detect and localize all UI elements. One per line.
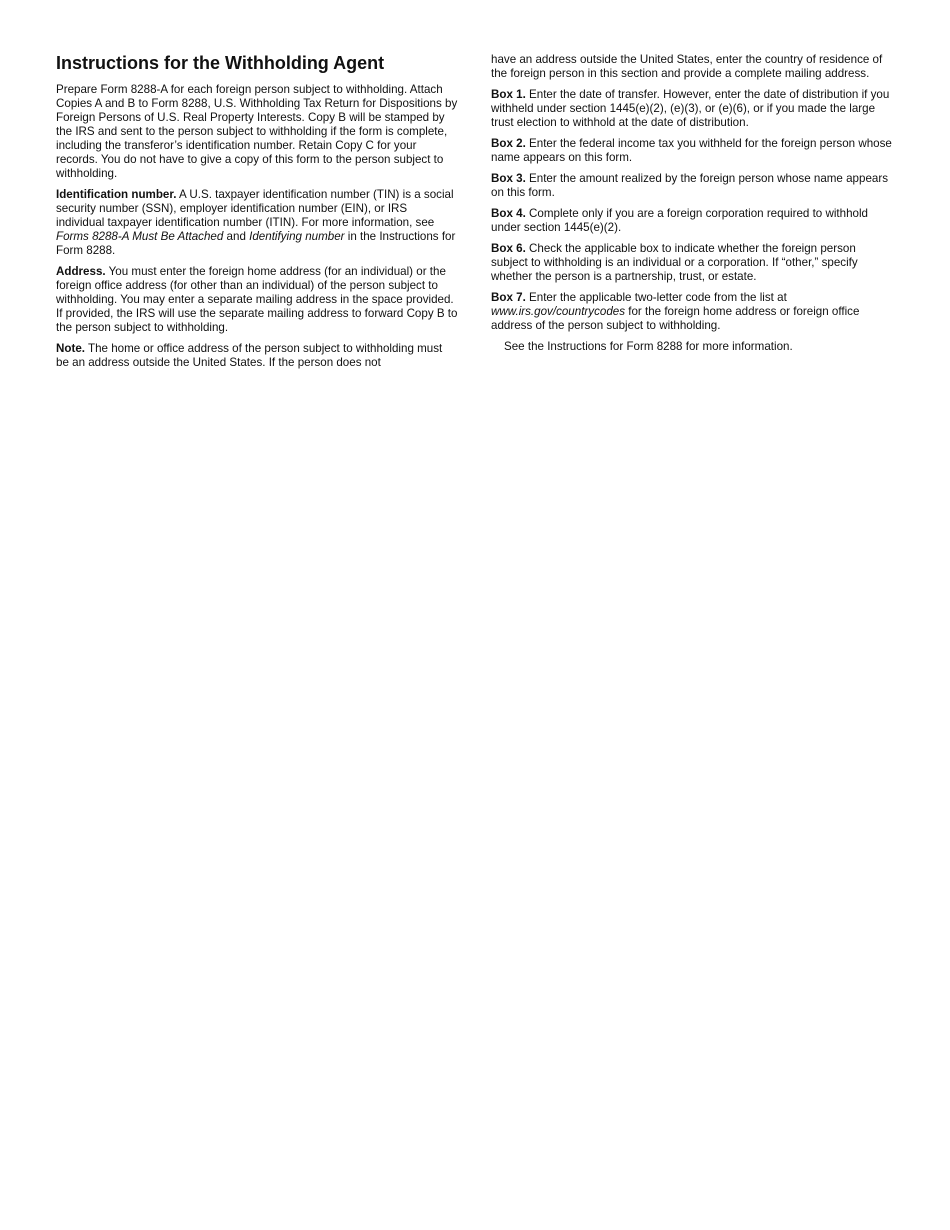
identification-number-label: Identification number.	[56, 188, 177, 201]
left-column	[56, 52, 458, 377]
address-label: Address.	[56, 265, 106, 278]
box-4-paragraph	[491, 207, 895, 235]
see-more-paragraph: See the Instructions for Form 8288 for more information.	[504, 340, 793, 353]
box-3-label: Box 3.	[491, 172, 526, 185]
box-4-label: Box 4.	[491, 207, 526, 220]
note-text: The home or office address of the person subject to withholding must be an address outside the United States. If the person does not	[56, 342, 443, 369]
box-2-text: Enter the federal income tax you withheld for the foreign person whose name appears on this form.	[491, 137, 892, 164]
address-text: You must enter the foreign home address (for an individual) or the foreign office address (for other than an individual) of the person subject to withholding. You may enter a separate mailing address in the space provided. If provided, the IRS will use the separate mailing address to forward Copy B to the person subject to withholding.	[56, 265, 458, 334]
page-title: Instructions for the Withholding Agent	[56, 53, 385, 73]
country-codes-link[interactable]: www.irs.gov/countrycodes	[491, 305, 626, 318]
box-2-label: Box 2.	[491, 137, 526, 150]
identification-number-text-1: A U.S. taxpayer identification number (TIN) is a social security number (SSN), employer identification number (EIN), or IRS individual taxpayer identification number (ITIN). For more information, see	[56, 188, 454, 229]
box-7-text-2: for the foreign home address or foreign office address of the person subject to withholding.	[491, 305, 860, 332]
identification-number-paragraph	[56, 188, 458, 258]
box-7-text-1: Enter the applicable two-letter code from the list at	[525, 291, 787, 304]
box-6-paragraph	[491, 242, 895, 284]
box-2-paragraph	[491, 137, 895, 165]
box-3-text: Enter the amount realized by the foreign person whose name appears on this form.	[491, 172, 888, 199]
identification-number-text-3: in the Instructions for Form 8288.	[56, 230, 456, 257]
intro-paragraph: Prepare Form 8288-A for each foreign person subject to withholding. Attach Copies A and B to Form 8288, U.S. Withholding Tax Return for Dispositions by Foreign Persons of U.S. Real Property Interests. Copy B will be stamped by the IRS and sent to the person subject to withholding if the form is complete, including the transferor’s identification number. Retain Copy C for your records. You do not have to give a copy of this form to the person subject to withholding.	[56, 83, 458, 180]
box-7-label: Box 7.	[491, 291, 526, 304]
identification-number-ref-2: Identifying number	[249, 230, 345, 243]
box-1-label: Box 1.	[491, 88, 526, 101]
box-1-paragraph	[491, 88, 895, 130]
box-6-text: Check the applicable box to indicate whether the foreign person subject to withholding is an individual or a corporation. If “other,” specify whether the person is a partnership, trust, or estate.	[491, 242, 858, 283]
note-paragraph	[56, 342, 458, 370]
box-7-paragraph	[491, 291, 895, 333]
right-column	[491, 53, 895, 361]
box-1-text: Enter the date of transfer. However, enter the date of distribution if you withheld under section 1445(e)(2), (e)(3), or (e)(6), or if you made the large trust election to withhold at the date of distribution.	[491, 88, 890, 129]
identification-number-text-2: and	[223, 230, 250, 243]
note-label: Note.	[56, 342, 85, 355]
box-6-label: Box 6.	[491, 242, 526, 255]
box-3-paragraph	[491, 172, 895, 200]
address-paragraph	[56, 265, 458, 335]
identification-number-ref-1: Forms 8288-A Must Be Attached	[56, 230, 224, 243]
box-4-text: Complete only if you are a foreign corporation required to withhold under section 1445(e)(2).	[491, 207, 869, 234]
note-continuation: have an address outside the United States, enter the country of residence of the foreign person in this section and provide a complete mailing address.	[491, 53, 883, 80]
